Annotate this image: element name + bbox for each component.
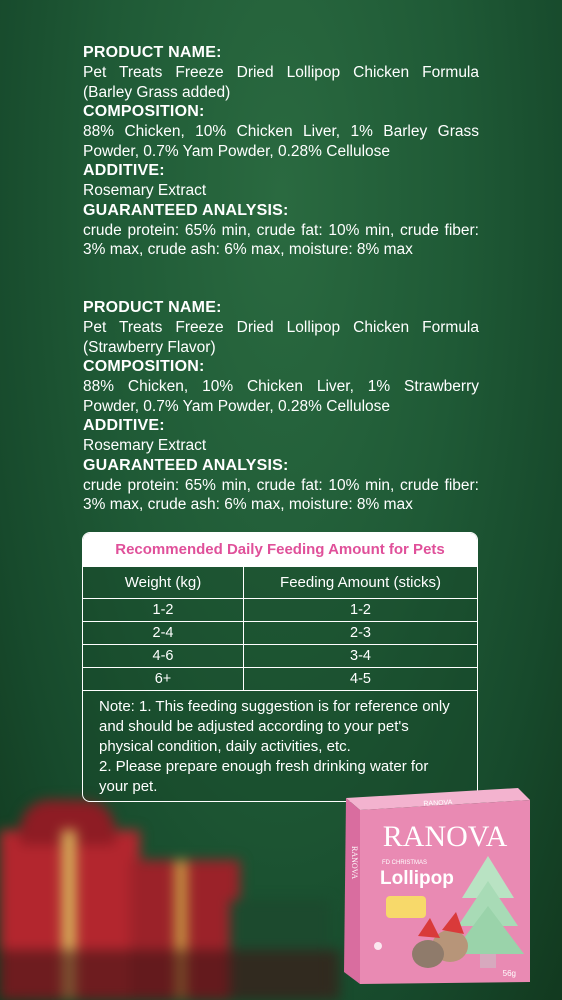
composition: 88% Chicken, 10% Chicken Liver, 1% Barley Grass Powder, 0.7% Yam Powder, 0.28% Cellulose (83, 123, 479, 160)
table-row (83, 622, 477, 645)
table-row (83, 645, 477, 668)
additive-label: ADDITIVE: (83, 162, 165, 179)
package-brand: RANOVA (382, 820, 508, 853)
package-top-text: RANOVA (423, 799, 453, 808)
table-header-row (83, 567, 477, 599)
header-feeding-amount: Feeding Amount (sticks) (244, 567, 478, 599)
feeding-table-title: Recommended Daily Feeding Amount for Pets (83, 533, 477, 567)
weight-cell: 1-2 (83, 599, 244, 622)
analysis-label: GUARANTEED ANALYSIS: (83, 201, 289, 219)
feeding-table-card (82, 532, 478, 802)
weight-cell: 4-6 (83, 645, 244, 668)
feeding-table (83, 567, 477, 691)
analysis: crude protein: 65% min, crude fat: 10% min, crude fiber: 3% max, crude ash: 6% max, moisture: 8% max (83, 221, 479, 258)
composition-label: COMPOSITION: (83, 103, 205, 120)
package-line1: FD CHRISTMAS (382, 860, 427, 866)
note-line-2: 2. Please prepare enough fresh drinking water for your pet. (99, 758, 429, 795)
package-product: Lollipop (380, 868, 454, 889)
additive: Rosemary Extract (83, 182, 207, 199)
amount-cell: 2-3 (244, 622, 478, 645)
product-name-label: PRODUCT NAME: (83, 299, 222, 316)
package-side-brand: RANOVA (350, 846, 359, 880)
weight-cell: 6+ (83, 668, 244, 691)
composition: 88% Chicken, 10% Chicken Liver, 1% Strawberry Powder, 0.7% Yam Powder, 0.28% Cellulose (83, 378, 479, 415)
feeding-note (83, 691, 477, 797)
analysis-label: GUARANTEED ANALYSIS: (83, 456, 289, 474)
product-name-label: PRODUCT NAME: (83, 44, 222, 61)
amount-cell: 3-4 (244, 645, 478, 668)
table-row (83, 668, 477, 691)
header-weight: Weight (kg) (83, 567, 244, 599)
product-name: Pet Treats Freeze Dried Lollipop Chicken Formula (Strawberry Flavor) (83, 319, 479, 356)
package-weight: 56g (502, 969, 516, 978)
product-info-barley (83, 43, 479, 260)
amount-cell: 1-2 (244, 599, 478, 622)
weight-cell: 2-4 (83, 622, 244, 645)
additive: Rosemary Extract (83, 437, 207, 454)
product-name: Pet Treats Freeze Dried Lollipop Chicken Formula (Barley Grass added) (83, 64, 479, 101)
additive-label: ADDITIVE: (83, 417, 165, 434)
note-line-1: Note: 1. This feeding suggestion is for reference only and should be adjusted according to your pet's physical condition, daily activities, etc. (99, 698, 450, 755)
product-info-strawberry (83, 298, 479, 515)
product-package-image (338, 786, 534, 986)
table-row (83, 599, 477, 622)
composition-label: COMPOSITION: (83, 358, 205, 375)
amount-cell: 4-5 (244, 668, 478, 691)
analysis: crude protein: 65% min, crude fat: 10% min, crude fiber: 3% max, crude ash: 6% max, moisture: 8% max (83, 476, 479, 513)
package-illustration (338, 786, 534, 986)
